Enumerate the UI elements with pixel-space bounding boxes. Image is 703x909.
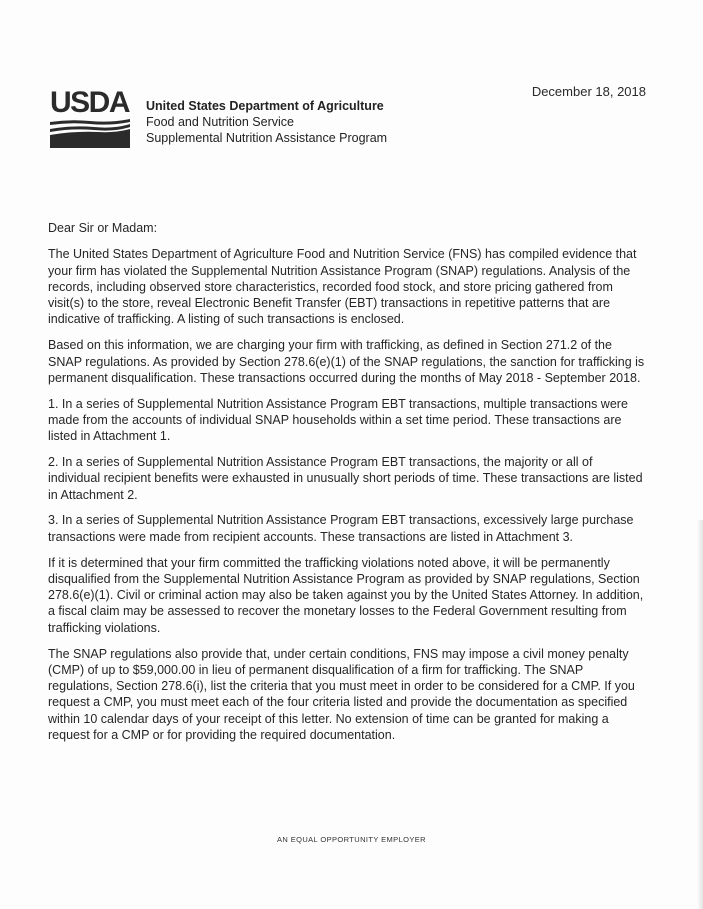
department-name: United States Department of Agriculture — [146, 99, 384, 113]
paragraph-attachment-1: 1. In a series of Supplemental Nutrition Assistance Program EBT transactions, multiple transactions were made from the accounts of individual SNAP households within a set time period. These transactions are listed in Attachment 1. — [48, 396, 628, 444]
letter-date: December 18, 2018 — [531, 84, 646, 99]
page-edge-shadow — [697, 520, 703, 909]
letter-body — [48, 220, 646, 753]
usda-logo — [50, 88, 130, 150]
paragraph-charge: Based on this information, we are charging your firm with trafficking, as defined in Section 271.2 of the SNAP regulations. As provided by Section 278.6(e)(1) of the SNAP regulations, the sanction for trafficking is permanent disqualification. These transactions occurred during the months of May 2018 - September 2018. — [48, 338, 645, 385]
paragraph-attachment-3: 3. In a series of Supplemental Nutrition Assistance Program EBT transactions, excessively large purchase transactions were made from recipient accounts. These transactions are listed in Attachment 3. — [48, 513, 634, 544]
salutation: Dear Sir or Madam: — [48, 221, 158, 235]
paragraph-cmp: The SNAP regulations also provide that, under certain conditions, FNS may impose a civil money penalty (CMP) of up to $59,000.00 in lieu of permanent disqualification of a firm for trafficking. The SNAP regulations, Section 278.6(i), list the criteria that you must meet in order to be considered for a CMP. If you request a CMP, you must meet each of the four criteria listed and provide the documentation as specified within 10 calendar days of your receipt of this letter. No extension of time can be granted for making a request for a CMP or for providing the required documentation. — [48, 646, 635, 743]
usda-logo-text: USDA — [50, 86, 130, 119]
agency-block — [146, 98, 387, 146]
paragraph-evidence: The United States Department of Agriculture Food and Nutrition Service (FNS) has compiled evidence that your firm has violated the Supplemental Nutrition Assistance Program (SNAP) regulations. Analysis of the records, including observed store characteristics, recorded food stock, and store pricing gathered from visit(s) to the store, reveal Electronic Benefit Transfer (EBT) transactions in repetitive patterns that are indicative of trafficking. A listing of such transactions is enclosed. — [48, 247, 637, 327]
footer-text: AN EQUAL OPPORTUNITY EMPLOYER — [277, 835, 426, 844]
paragraph-disqualification: If it is determined that your firm committed the trafficking violations noted above, it will be permanently disqualified from the Supplemental Nutrition Assistance Program as provided by SNAP regulations, Section 278.6(e)(1). Civil or criminal action may also be taken against you by the United States Attorney. In addition, a fiscal claim may be assessed to recover the monetary losses to the Federal Government resulting from trafficking violations. — [48, 555, 644, 635]
service-name: Food and Nutrition Service — [146, 115, 294, 129]
usda-logo-mark-icon — [50, 118, 130, 148]
program-name: Supplemental Nutrition Assistance Program — [146, 131, 388, 145]
paragraph-attachment-2: 2. In a series of Supplemental Nutrition Assistance Program EBT transactions, the majority or all of individual recipient benefits were exhausted in unusually short periods of time. These transactions are listed in Attachment 2. — [48, 455, 643, 502]
